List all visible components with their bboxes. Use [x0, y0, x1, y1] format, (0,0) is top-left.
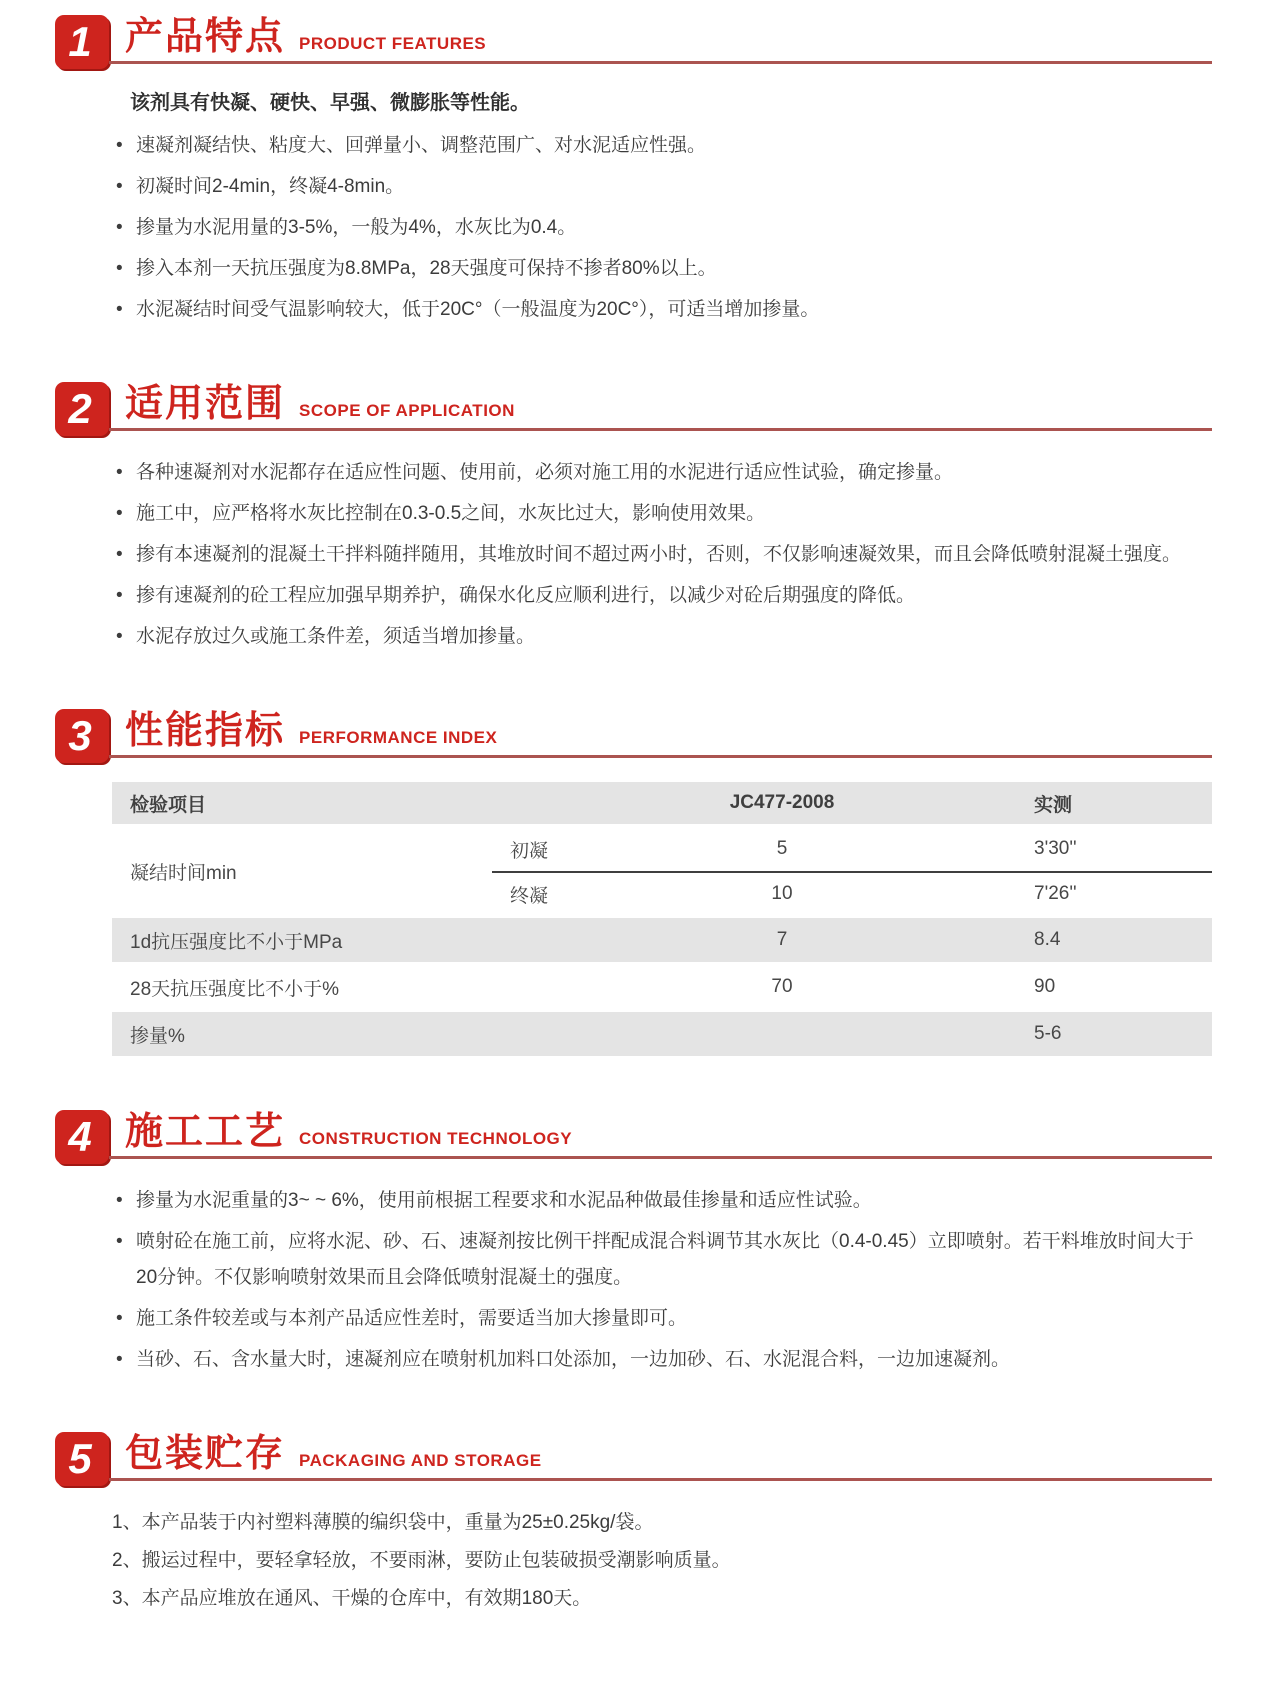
bullet-item: • 水泥凝结时间受气温影响较大，低于20C°（一般温度为20C°），可适当增加掺量。	[112, 292, 1212, 328]
numbered-item: 3、本产品应堆放在通风、干燥的仓库中，有效期180天。	[112, 1588, 592, 1609]
row-standard-value: 7	[776, 929, 788, 950]
section-4-title-en: CONSTRUCTION TECHNOLOGY	[299, 1129, 573, 1149]
section-1-number: 1	[68, 18, 92, 65]
section-1-bullet-list	[112, 128, 1212, 328]
col-header-standard: JC477-2008	[729, 792, 835, 813]
subrow-standard-value: 5	[776, 838, 788, 859]
col-header-item: 检验项目	[130, 794, 207, 816]
section-5-number: 5	[68, 1435, 92, 1482]
section-2-title-row	[109, 385, 1212, 431]
bullet-item: • 掺量为水泥用量的3-5%，一般为4%，水灰比为0.4。	[112, 210, 1212, 246]
section-2-title-en: SCOPE OF APPLICATION	[299, 401, 515, 421]
section-5-title-en: PACKAGING AND STORAGE	[299, 1451, 542, 1471]
numbered-item: 1、本产品装于内衬塑料薄膜的编织袋中，重量为25±0.25kg/袋。	[112, 1512, 654, 1533]
col-header-measured: 实测	[1034, 794, 1073, 816]
bullet-item: • 掺量为水泥重量的3~ ~ 6%，使用前根据工程要求和水泥品种做最佳掺量和适应性试验。	[112, 1183, 1212, 1219]
row-measured-value: 8.4	[1034, 929, 1061, 950]
section-4-bullet-list	[112, 1183, 1212, 1378]
section-3-title-en: PERFORMANCE INDEX	[299, 728, 498, 748]
table-row-28d-strength	[112, 965, 1212, 1009]
section-4-number: 4	[68, 1113, 92, 1160]
bullet-item: • 初凝时间2-4min，终凝4-8min。	[112, 169, 1212, 205]
section-construction-technology	[55, 1110, 1212, 1378]
bullet-item: • 当砂、石、含水量大时，速凝剂应在喷射机加料口处添加，一边加砂、石、水泥混合料，一边加速凝剂。	[112, 1342, 1212, 1378]
section-4-title-zh: 施工工艺	[125, 1111, 286, 1154]
section-4-header	[55, 1110, 1212, 1159]
row-label: 28天抗压强度比不小于%	[130, 978, 340, 1000]
section-1-number-badge	[55, 15, 109, 69]
row-label: 1d抗压强度比不小于MPa	[130, 931, 343, 953]
section-2-header	[55, 382, 1212, 431]
performance-table-header	[112, 782, 1212, 824]
section-1-title-en: PRODUCT FEATURES	[299, 34, 487, 54]
section-1-body	[112, 88, 1212, 328]
subrow-measured-value: 7'26''	[1034, 883, 1077, 904]
bullet-item: • 掺有本速凝剂的混凝土干拌料随拌随用，其堆放时间不超过两小时，否则，不仅影响速凝效果，而且会降低喷射混凝土强度。	[112, 537, 1212, 573]
setting-time-sub-rows	[492, 827, 1212, 915]
section-2-bullet-list	[112, 455, 1212, 655]
section-2-number: 2	[68, 385, 92, 432]
bullet-item: • 喷射砼在施工前，应将水泥、砂、石、速凝剂按比例干拌配成混合料调节其水灰比（0.4-0.45）立即喷射。若干料堆放时间大于20分钟。不仅影响喷射效果而且会降低喷射混凝土的强度。	[112, 1224, 1212, 1296]
table-row-1d-strength	[112, 918, 1212, 962]
bullet-item: • 各种速凝剂对水泥都存在适应性问题、使用前，必须对施工用的水泥进行适应性试验，确定掺量。	[112, 455, 1212, 491]
section-1-intro: 该剂具有快凝、硬快、早强、微膨胀等性能。	[130, 92, 530, 114]
table-subrow-initial-set	[492, 827, 1212, 871]
subrow-standard-value: 10	[771, 883, 793, 904]
section-1-header	[55, 15, 1212, 64]
bullet-item: • 速凝剂凝结快、粘度大、回弹量小、调整范围广、对水泥适应性强。	[112, 128, 1212, 164]
section-5-number-badge	[55, 1432, 109, 1486]
table-row-dosage	[112, 1012, 1212, 1056]
section-3-number-badge	[55, 709, 109, 763]
bullet-item: • 掺入本剂一天抗压强度为8.8MPa，28天强度可保持不掺者80%以上。	[112, 251, 1212, 287]
row-measured-value: 90	[1034, 976, 1056, 997]
section-scope-of-application	[55, 382, 1212, 655]
section-4-title-row	[109, 1113, 1212, 1159]
bullet-item: • 水泥存放过久或施工条件差，须适当增加掺量。	[112, 619, 1212, 655]
section-3-number: 3	[68, 712, 92, 759]
section-3-title-row	[109, 712, 1212, 758]
section-5-title-zh: 包装贮存	[125, 1433, 286, 1476]
section-3-title-zh: 性能指标	[125, 710, 286, 753]
bullet-item: • 施工中，应严格将水灰比控制在0.3-0.5之间，水灰比过大，影响使用效果。	[112, 496, 1212, 532]
section-5-title-row	[109, 1435, 1212, 1481]
numbered-item: 2、搬运过程中，要轻拿轻放，不要雨淋，要防止包装破损受潮影响质量。	[112, 1550, 731, 1571]
section-5-numbered-list	[112, 1505, 1212, 1617]
section-1-title-row	[109, 18, 1212, 64]
table-subrow-final-set	[492, 871, 1212, 915]
section-4-body	[112, 1183, 1212, 1378]
section-2-title-zh: 适用范围	[125, 383, 286, 426]
subrow-name: 初凝	[510, 840, 549, 862]
subrow-name: 终凝	[510, 885, 549, 907]
row-standard-value: 70	[771, 976, 793, 997]
bullet-item: • 施工条件较差或与本剂产品适应性差时，需要适当加大掺量即可。	[112, 1301, 1212, 1337]
subrow-measured-value: 3'30''	[1034, 838, 1077, 859]
section-2-number-badge	[55, 382, 109, 436]
section-performance-index	[55, 709, 1212, 1056]
section-5-header	[55, 1432, 1212, 1481]
section-4-number-badge	[55, 1110, 109, 1164]
table-row-setting-time	[112, 827, 1212, 915]
section-2-body	[112, 455, 1212, 655]
section-1-title-zh: 产品特点	[125, 16, 286, 59]
performance-table	[112, 782, 1212, 1056]
section-product-features	[55, 15, 1212, 328]
bullet-item: • 掺有速凝剂的砼工程应加强早期养护，确保水化反应顺利进行，以减少对砼后期强度的降低。	[112, 578, 1212, 614]
setting-time-label: 凝结时间min	[130, 862, 237, 884]
row-measured-value: 5-6	[1034, 1023, 1062, 1044]
section-3-header	[55, 709, 1212, 758]
section-5-body	[112, 1505, 1212, 1617]
section-packaging-storage	[55, 1432, 1212, 1617]
row-label: 掺量%	[130, 1025, 185, 1047]
